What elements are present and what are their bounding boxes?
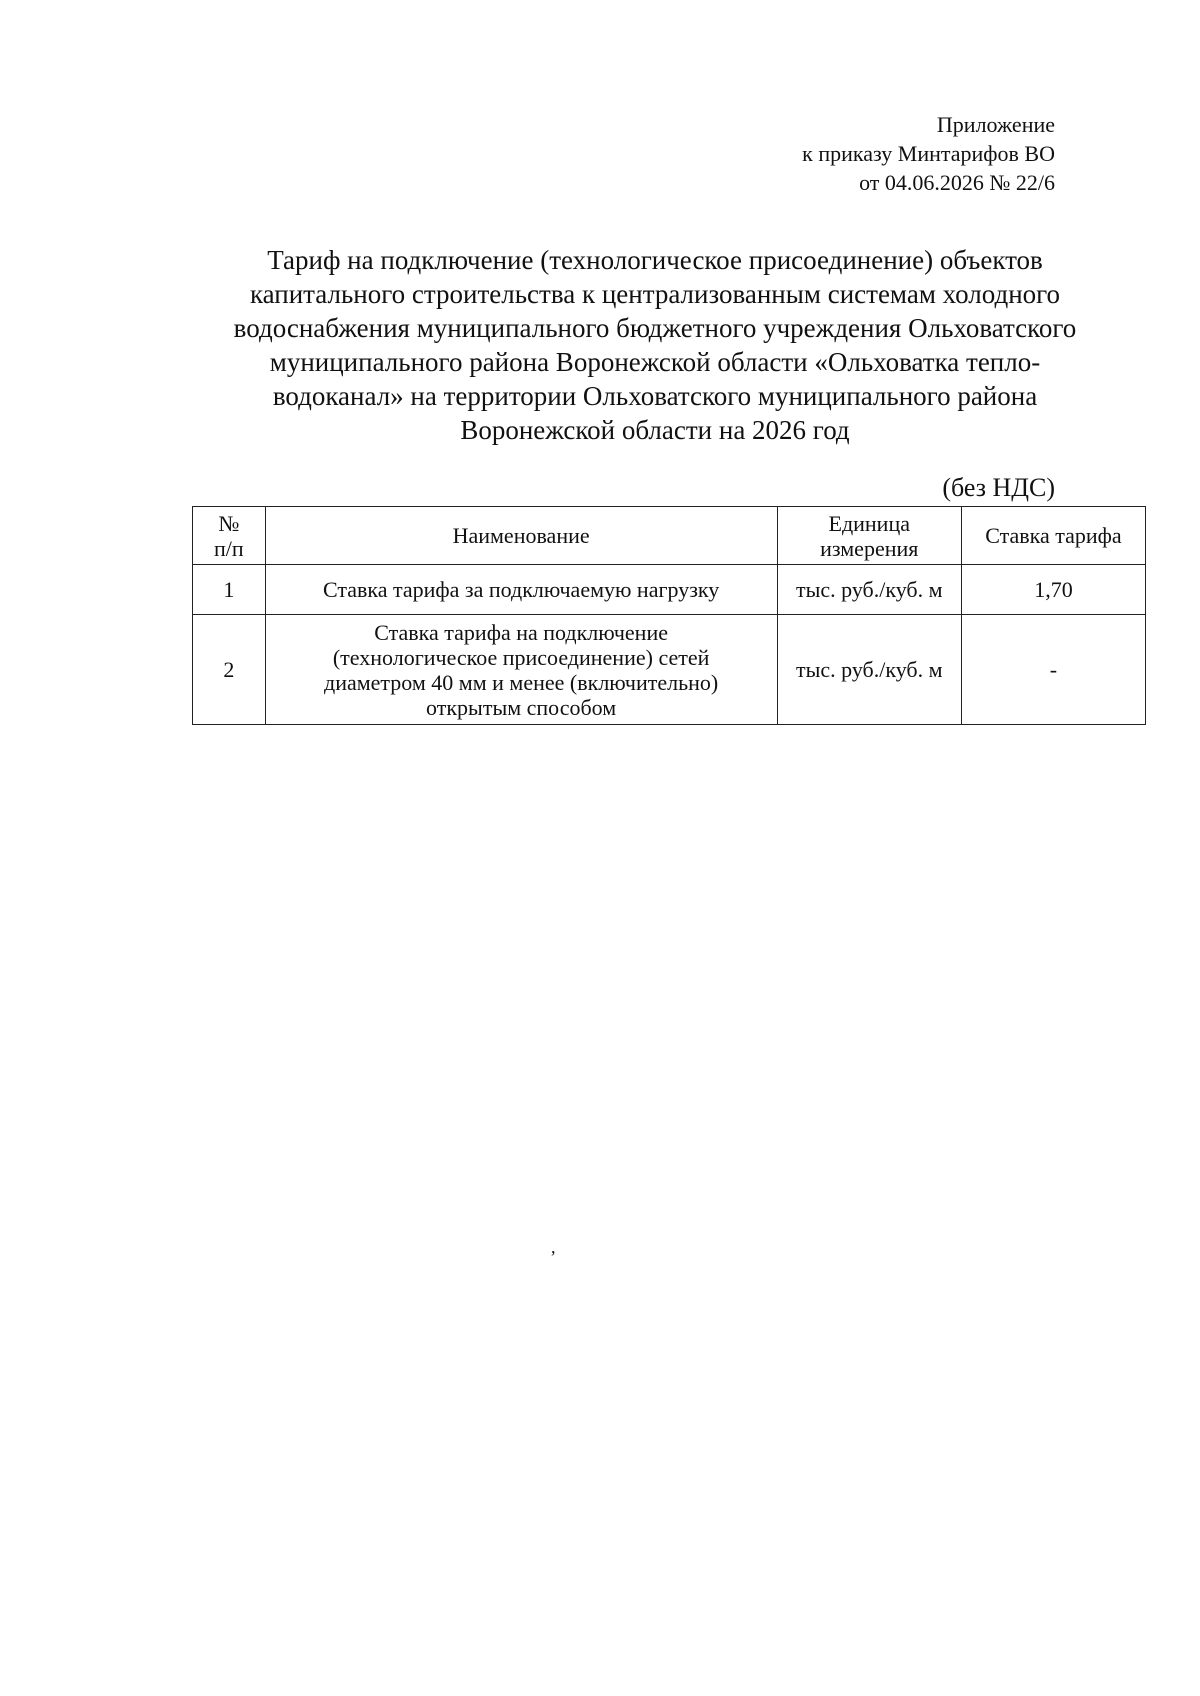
row-unit: тыс. руб./куб. м [777,615,961,725]
row-rate: - [961,615,1145,725]
row-unit: тыс. руб./куб. м [777,565,961,615]
row-name-line: (технологическое присоединение) сетей [332,644,710,670]
title-line: капитального строительства к централизованным системам холодного [249,279,1061,309]
title-line: водоснабжения муниципального бюджетного учреждения Ольховатского [233,313,1077,343]
header-unit-line: измерения [820,535,919,561]
header-name: Наименование [265,507,777,565]
row-name-line: открытым способом [426,694,617,720]
stray-mark: , [551,1237,556,1257]
title-line: Тариф на подключение (технологическое присоединение) объектов [267,245,1043,275]
row-name-line: диаметром 40 мм и менее (включительно) [324,669,719,695]
header-unit [777,507,961,565]
header-number [193,507,266,565]
row-name [265,615,777,725]
row-name-line: Ставка тарифа на подключение [374,619,668,645]
appendix-header [802,110,1055,197]
row-name-line: Ставка тарифа за подключаемую нагрузку [322,577,720,602]
document-title [195,243,1115,447]
title-line: водоканал» на территории Ольховатского муниципального района [272,381,1038,411]
table-header-row [193,507,1146,565]
order-date-number: от 04.06.2026 № 22/6 [859,170,1055,195]
row-number: 2 [193,615,266,725]
header-unit-line: Единица [828,510,910,536]
header-number-line: п/п [213,535,244,561]
row-name [265,565,777,615]
table-row [193,565,1146,615]
order-reference: к приказу Минтарифов ВО [802,141,1055,166]
header-number-line: № [218,510,240,536]
tariff-table [192,506,1146,725]
vat-note: (без НДС) [942,473,1055,502]
row-rate: 1,70 [961,565,1145,615]
table-row [193,615,1146,725]
header-rate: Ставка тарифа [961,507,1145,565]
appendix-label: Приложение [936,112,1055,137]
title-line: Воронежской области на 2026 год [460,415,850,445]
row-number: 1 [193,565,266,615]
title-line: муниципального района Воронежской области «Ольховатка тепло- [269,347,1041,377]
